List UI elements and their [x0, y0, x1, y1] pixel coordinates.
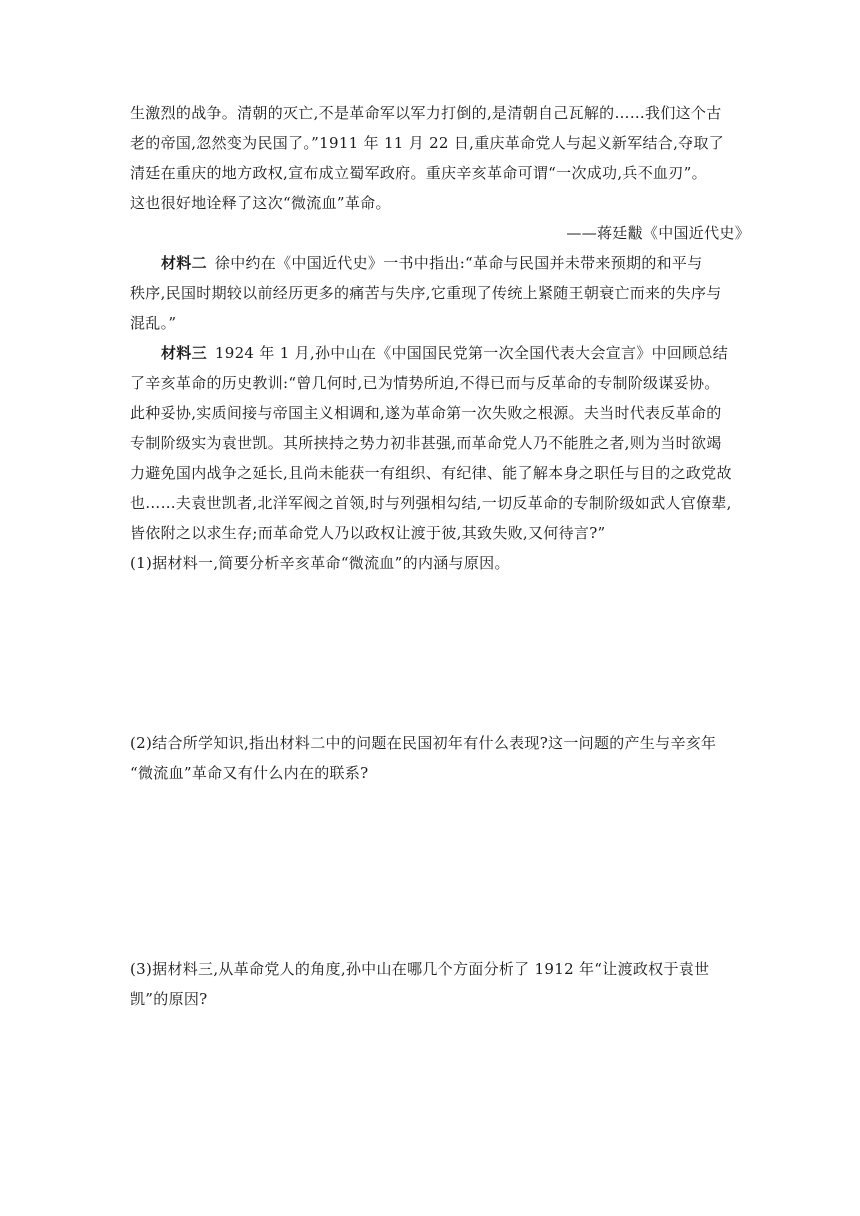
- material-two: [130, 248, 750, 338]
- question-line: 凯”的原因?: [130, 990, 208, 1008]
- paragraph-line: 清廷在重庆的地方政权,宣布成立蜀军政府。重庆辛亥革命可谓“一次成功,兵不血刃”。: [130, 164, 707, 182]
- material-text: 1924 年 1 月,孙中山在《中国国民党第一次全国代表大会宣言》中回顾总结: [214, 344, 729, 362]
- paragraph-line: 力避免国内战争之延长,且尚未能获一有组织、有纪律、能了解本身之职任与目的之政党故: [130, 464, 732, 482]
- paragraph-line: 专制阶级实为袁世凯。其所挟持之势力初非甚强,而革命党人乃不能胜之者,则为当时欲竭: [130, 434, 722, 452]
- question-one: [130, 548, 750, 578]
- question-line: (2)结合所学知识,指出材料二中的问题在民国初年有什么表现?这一问题的产生与辛亥年: [130, 734, 717, 752]
- question-line: (3)据材料三,从革命党人的角度,孙中山在哪几个方面分析了 1912 年“让渡政权于袁世: [130, 960, 710, 978]
- answer-space: [130, 578, 750, 728]
- question-two: [130, 728, 750, 788]
- paragraph-line: [130, 248, 750, 278]
- paragraph-line: 混乱。”: [130, 314, 177, 332]
- paragraph-line: 此种妥协,实质间接与帝国主义相调和,遂为革命第一次失败之根源。夫当时代表反革命的: [130, 404, 722, 422]
- paragraph-line: 皆依附之以求生存;而革命党人乃以政权让渡于彼,其致失败,又何待言?”: [130, 524, 606, 542]
- source-citation: ——蒋廷黻《中国近代史》: [566, 224, 750, 242]
- paragraph-line: 老的帝国,忽然变为民国了。”1911 年 11 月 22 日,重庆革命党人与起义新军结合,夺取了: [130, 134, 725, 152]
- paragraph-line: [130, 338, 750, 368]
- material-label: 材料三: [161, 344, 207, 362]
- material-text: 徐中约在《中国近代史》一书中指出:“革命与民国并未带来预期的和平与: [214, 254, 703, 272]
- paragraph-line: 也……夫袁世凯者,北洋军阀之首领,时与列强相勾结,一切反革命的专制阶级如武人官僚辈,: [130, 494, 732, 512]
- paragraph-line: 秩序,民国时期较以前经历更多的痛苦与失序,它重现了传统上紧随王朝衰亡而来的失序与: [130, 284, 722, 302]
- paragraph-line: 了辛亥革命的历史教训:“曾几何时,已为情势所迫,不得已而与反革命的专制阶级谋妥协。: [130, 374, 720, 392]
- answer-space: [130, 788, 750, 954]
- material-label: 材料二: [161, 254, 207, 272]
- question-line: “微流血”革命又有什么内在的联系?: [130, 764, 369, 782]
- paragraph-line: 这也很好地诠释了这次“微流血”革命。: [130, 194, 391, 212]
- question-three: [130, 954, 750, 1014]
- material-one-tail: [130, 98, 750, 248]
- question-line: (1)据材料一,简要分析辛亥革命“微流血”的内涵与原因。: [130, 554, 510, 572]
- material-three: [130, 338, 750, 548]
- document-page: [130, 98, 750, 1014]
- paragraph-line: 生激烈的战争。清朝的灭亡,不是革命军以军力打倒的,是清朝自己瓦解的……我们这个古: [130, 104, 722, 122]
